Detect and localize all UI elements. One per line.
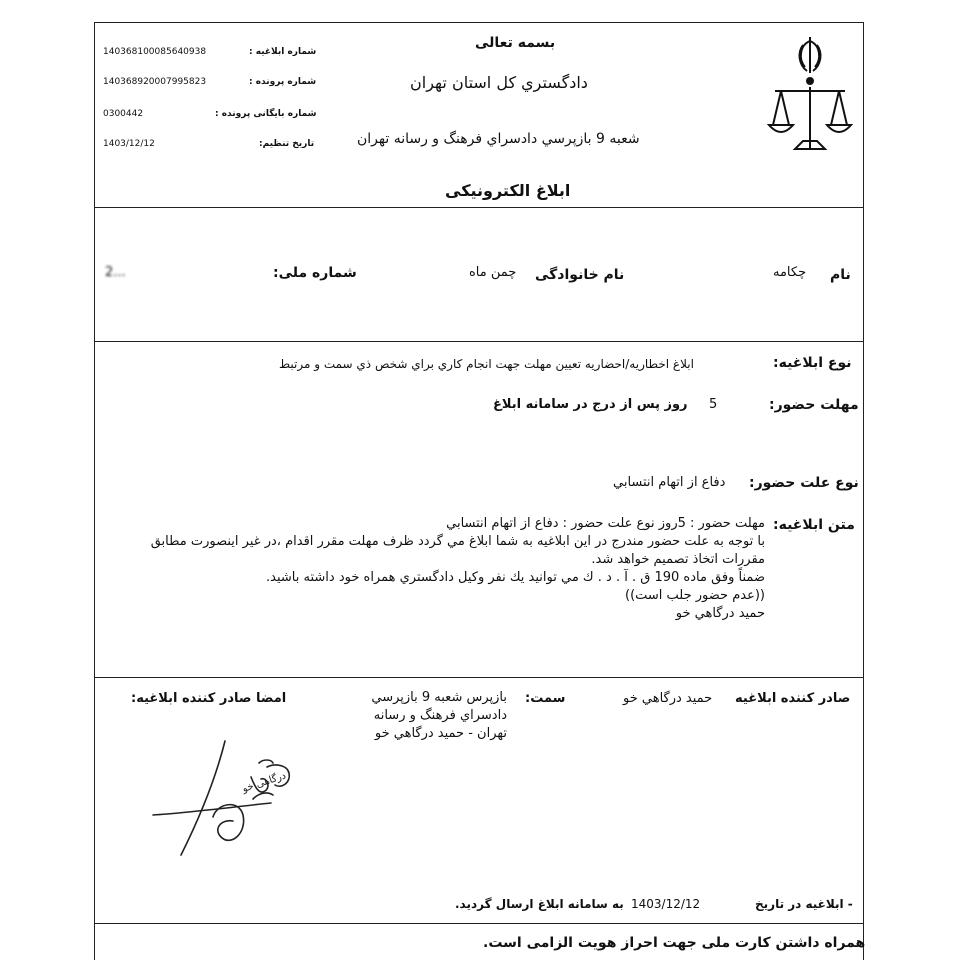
position-value: [337, 689, 507, 743]
invocation: بسمه تعالی: [475, 35, 556, 51]
position-line: تهران - حمید درگاهي خو: [374, 726, 507, 741]
notice-text-line: ((عدم حضور جلب است)): [625, 588, 765, 603]
case-number-label: شماره پرونده :: [249, 77, 317, 87]
archive-number-value: 0300442: [103, 109, 144, 119]
national-id-label: شماره ملی:: [273, 265, 357, 281]
case-number-value: 140368920007995823: [103, 77, 207, 87]
issuer-label: صادر کننده ابلاغیه: [735, 691, 851, 706]
judiciary-emblem-icon: [767, 31, 853, 163]
notice-type-value: ابلاغ اخطاریه/احضاریه تعیین مهلت جهت انجام کاري براي شخص ذي سمت و مرتبط: [279, 357, 694, 371]
national-id-value: 2‌...: [105, 265, 126, 280]
divider: [95, 207, 863, 208]
id-requirement-note: همراه داشتن کارت ملی جهت احراز هویت الزامی است.: [483, 935, 866, 951]
position-line: دادسراي فرهنگ و رسانه: [373, 708, 507, 723]
divider: [95, 341, 863, 342]
archive-number-label: شماره بایگانی پرونده :: [215, 109, 317, 119]
sent-date: 1403/12/12: [631, 897, 701, 911]
deadline-label: مهلت حضور:: [769, 397, 859, 413]
signature-label: امضا صادر کننده ابلاغیه:: [131, 691, 287, 706]
document-title: ابلاغ الکترونیکی: [445, 181, 571, 200]
reason-value: دفاع از اتهام انتسابي: [613, 475, 726, 490]
branch-name: شعبه 9 بازپرسي دادسراي فرهنگ و رسانه تهران: [357, 131, 640, 147]
signature-text: درگاهی خو: [241, 770, 288, 795]
issue-date-label: تاریخ تنظیم:: [259, 139, 315, 149]
notice-text-line: با توجه به علت حضور مندرج در این ابلاغیه به شما ابلاغ مي گردد ظرف مهلت مقرر اقدام ،در غیر اینصورت مطابق: [150, 534, 765, 549]
position-line: بازپرس شعبه 9 بازپرسي: [371, 690, 507, 705]
family-name-value: چمن ماه: [469, 265, 517, 280]
deadline-text: روز پس از درج در سامانه ابلاغ: [493, 397, 688, 412]
family-name-label: نام خانوادگی: [535, 267, 625, 283]
sent-prefix: - ابلاغیه در تاریخ: [755, 897, 853, 911]
notice-text-line: ضمناً وفق ماده 190 ق . آ . د . ك مي توانید یك نفر وکیل دادگستري همراه خود داشته باشید.: [266, 570, 765, 585]
reason-label: نوع علت حضور:: [749, 475, 859, 491]
notice-number-label: شماره ابلاغیه :: [249, 47, 317, 57]
notice-text-body: [105, 515, 765, 623]
notice-text-line: حمید درگاهي خو: [675, 606, 765, 621]
sent-suffix: به سامانه ابلاغ ارسال گردید.: [455, 897, 624, 911]
notice-text-line: مهلت حضور : 5روز نوع علت حضور : دفاع از اتهام انتسابي: [446, 516, 765, 531]
notice-text-label: متن ابلاغیه:: [773, 517, 855, 533]
signature-image: [147, 733, 307, 863]
notice-number-value: 140368100085640938: [103, 47, 207, 57]
divider: [95, 677, 863, 678]
position-label: سمت:: [525, 691, 566, 706]
divider: [95, 923, 863, 924]
name-value: چکامه: [773, 265, 807, 280]
deadline-value: 5: [709, 397, 718, 412]
notice-document: [94, 22, 864, 960]
name-label: نام: [830, 267, 851, 283]
issuer-value: حمید درگاهي خو: [623, 691, 713, 706]
notice-type-label: نوع ابلاغیه:: [773, 355, 852, 371]
issue-date-value: 1403/12/12: [103, 139, 155, 149]
court-name: دادگستري کل استان تهران: [410, 73, 588, 92]
notice-text-line: مقررات اتخاذ تصمیم خواهد شد.: [591, 552, 765, 567]
